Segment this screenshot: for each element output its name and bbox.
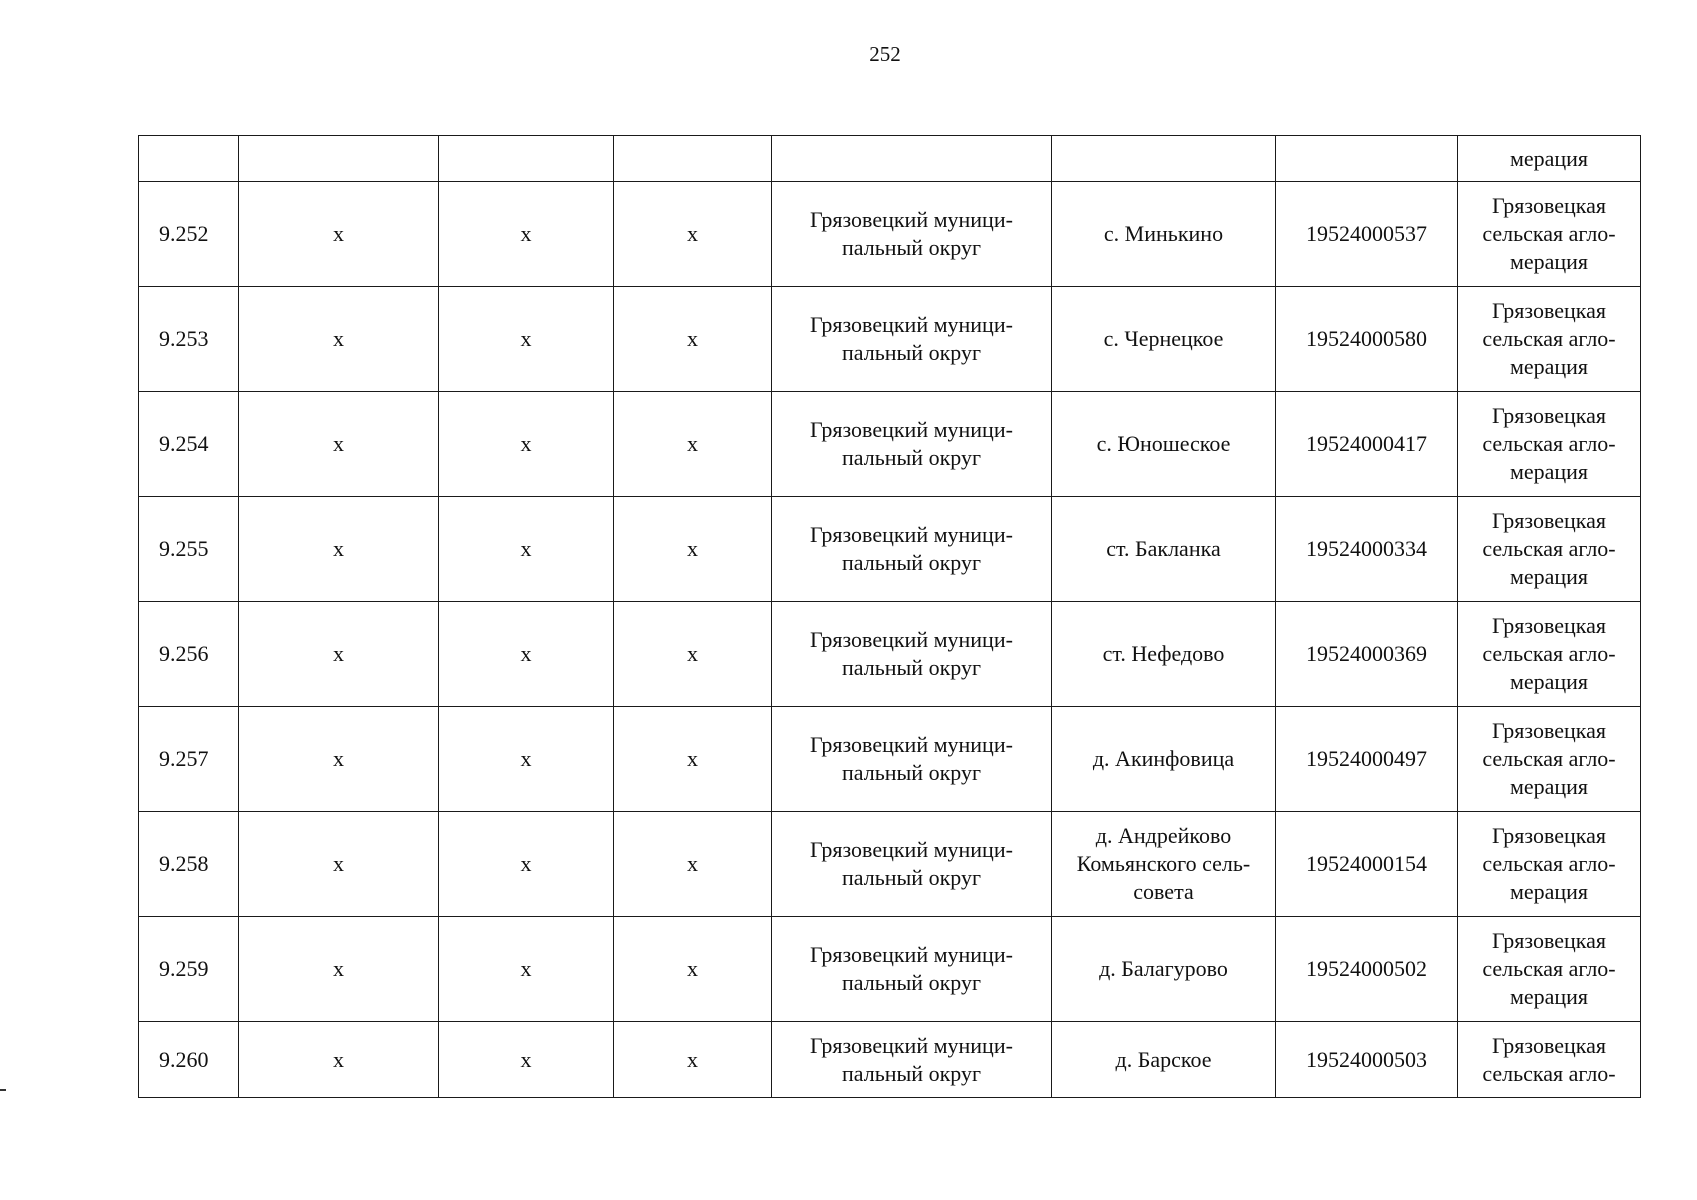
code-cell: 19524000334 [1276,497,1458,602]
mark-cell: х [439,707,614,812]
row-number-cell: 9.260 [139,1022,239,1098]
settlement-cell-line: Комьянского сель- [1076,851,1251,876]
district-cell [772,812,1052,917]
agglomeration-cell-line: Грязовецкая [1491,298,1607,323]
mark-cell: х [239,812,439,917]
district-cell-line: Грязовецкий муници- [810,837,1013,862]
code-cell: 19524000580 [1276,287,1458,392]
mark-cell: х [239,1022,439,1098]
agglomeration-cell [1458,707,1641,812]
district-cell [772,497,1052,602]
agglomeration-cell-line: мерация [1509,459,1589,484]
table-row [139,1022,1641,1098]
agglomeration-cell [1458,287,1641,392]
row-number-cell: 9.255 [139,497,239,602]
code-cell: 19524000502 [1276,917,1458,1022]
row-number-cell: 9.259 [139,917,239,1022]
district-cell [772,392,1052,497]
agglomeration-cell [1458,602,1641,707]
agglomeration-cell-line: сельская агло- [1482,326,1616,351]
district-cell [772,602,1052,707]
mark-cell: х [439,602,614,707]
district-cell-line: Грязовецкий муници- [810,522,1013,547]
agglomeration-cell [1458,392,1641,497]
district-cell-line: пальный округ [842,1060,981,1086]
mark-cell: х [239,287,439,392]
agglomeration-cell-line: мерация [1509,564,1589,589]
agglomeration-cell-line: сельская агло- [1482,746,1616,771]
agglomeration-cell-line: сельская агло- [1482,221,1616,246]
row-number-cell: 9.253 [139,287,239,392]
row-number-cell: 9.252 [139,182,239,287]
settlement-cell-line: с. Чернецкое [1103,326,1224,351]
mark-cell: х [439,287,614,392]
agglomeration-cell-line: мерация [1509,354,1589,379]
mark-cell: х [439,1022,614,1098]
table-row [139,812,1641,917]
agglomeration-cell-line: Грязовецкая [1491,403,1607,428]
mark-cell: х [614,812,772,917]
page-number: 252 [869,42,901,66]
district-cell [772,287,1052,392]
mark-cell: х [439,917,614,1022]
mark-cell: х [239,602,439,707]
settlement-cell [1052,602,1276,707]
settlement-cell-line: ст. Бакланка [1106,536,1221,561]
table-row [139,392,1641,497]
mark-cell: х [239,182,439,287]
settlement-cell-line: ст. Нефедово [1102,641,1225,666]
mark-cell: х [439,497,614,602]
district-cell-line: пальный округ [842,655,981,680]
mark-cell: х [614,917,772,1022]
agglomeration-cell-line: Грязовецкая [1491,1032,1607,1058]
agglomeration-cell [1458,1022,1641,1098]
code-cell: 19524000497 [1276,707,1458,812]
settlement-cell-line: с. Юношеское [1096,431,1231,456]
mark-cell: х [614,497,772,602]
district-cell-line: Грязовецкий муници- [810,417,1013,442]
mark-cell: х [439,812,614,917]
table-row [139,182,1641,287]
agglomeration-cell-line: мерация [1509,774,1589,799]
district-cell-line: Грязовецкий муници- [810,1032,1013,1058]
mark-cell: х [239,917,439,1022]
mark-cell: х [614,1022,772,1098]
table-row [139,707,1641,812]
mark-cell: х [614,707,772,812]
district-cell-line: Грязовецкий муници- [810,627,1013,652]
mark-cell: х [239,392,439,497]
agglomeration-cell-line: сельская агло- [1482,1060,1616,1086]
mark-cell: х [614,392,772,497]
row-number-cell: 9.257 [139,707,239,812]
agglomeration-cell-line: сельская агло- [1482,641,1616,666]
district-cell-line: пальный округ [842,760,981,785]
district-cell [772,707,1052,812]
code-cell: 19524000503 [1276,1022,1458,1098]
agglomeration-cell [1458,812,1641,917]
agglomeration-cell [1458,182,1641,287]
settlement-cell [1052,182,1276,287]
agglomeration-cell-line: Грязовецкая [1491,613,1607,638]
agglomeration-cell-line: Грязовецкая [1491,928,1607,953]
settlement-cell-line: д. Андрейково [1095,823,1232,848]
continuation-cell [439,136,614,182]
agglomeration-cell-line: мерация [1509,669,1589,694]
settlement-cell [1052,392,1276,497]
continuation-cell [614,136,772,182]
code-cell: 19524000537 [1276,182,1458,287]
district-cell-line: Грязовецкий муници- [810,312,1013,337]
table-row [139,602,1641,707]
settlement-cell-line: совета [1133,879,1194,904]
settlement-cell-line: д. Барское [1115,1046,1212,1072]
continuation-cell: мерация [1458,136,1641,182]
settlement-cell [1052,812,1276,917]
continuation-cell [772,136,1052,182]
settlement-cell-line: с. Минькино [1103,221,1224,246]
margin-mark [0,1089,6,1091]
agglomeration-cell-line: сельская агло- [1482,431,1616,456]
mark-cell: х [614,287,772,392]
code-cell: 19524000417 [1276,392,1458,497]
continuation-cell [239,136,439,182]
agglomeration-cell-line: Грязовецкая [1491,718,1607,743]
agglomeration-cell-line: Грязовецкая [1491,823,1607,848]
settlement-cell [1052,707,1276,812]
agglomeration-cell-line: мерация [1509,879,1589,904]
row-number-cell: 9.256 [139,602,239,707]
continuation-cell [1276,136,1458,182]
table-body [139,136,1641,1098]
mark-cell: х [439,392,614,497]
table-row [139,917,1641,1022]
code-cell: 19524000369 [1276,602,1458,707]
district-cell-line: пальный округ [842,445,981,470]
agglomeration-cell-line: сельская агло- [1482,536,1616,561]
mark-cell: х [439,182,614,287]
settlement-cell [1052,497,1276,602]
mark-cell: х [239,707,439,812]
agglomeration-cell-line: Грязовецкая [1491,508,1607,533]
settlement-cell-line: д. Акинфовица [1092,746,1235,771]
district-cell [772,1022,1052,1098]
agglomeration-cell [1458,917,1641,1022]
continuation-row [139,136,1641,182]
row-number-cell: 9.254 [139,392,239,497]
district-cell-line: Грязовецкий муници- [810,942,1013,967]
settlement-cell [1052,1022,1276,1098]
district-cell-line: Грязовецкий муници- [810,732,1013,757]
settlement-cell [1052,287,1276,392]
settlements-table [138,135,1641,1098]
agglomeration-cell-line: сельская агло- [1482,956,1616,981]
district-cell-line: пальный округ [842,550,981,575]
mark-cell: х [239,497,439,602]
district-cell-line: пальный округ [842,340,981,365]
row-number-cell: 9.258 [139,812,239,917]
mark-cell: х [614,182,772,287]
mark-cell: х [614,602,772,707]
district-cell-line: пальный округ [842,970,981,995]
agglomeration-cell-line: сельская агло- [1482,851,1616,876]
agglomeration-cell-line: мерация [1509,984,1589,1009]
agglomeration-cell [1458,497,1641,602]
code-cell: 19524000154 [1276,812,1458,917]
district-cell-line: Грязовецкий муници- [810,207,1013,232]
table-row [139,287,1641,392]
continuation-cell [1052,136,1276,182]
agglomeration-cell-line: мерация [1509,249,1589,274]
table-row [139,497,1641,602]
district-cell-line: пальный округ [842,865,981,890]
continuation-cell [139,136,239,182]
settlement-cell-line: д. Балагурово [1099,956,1228,981]
district-cell [772,917,1052,1022]
district-cell-line: пальный округ [842,235,981,260]
settlement-cell [1052,917,1276,1022]
agglomeration-cell-line: Грязовецкая [1491,193,1607,218]
district-cell [772,182,1052,287]
